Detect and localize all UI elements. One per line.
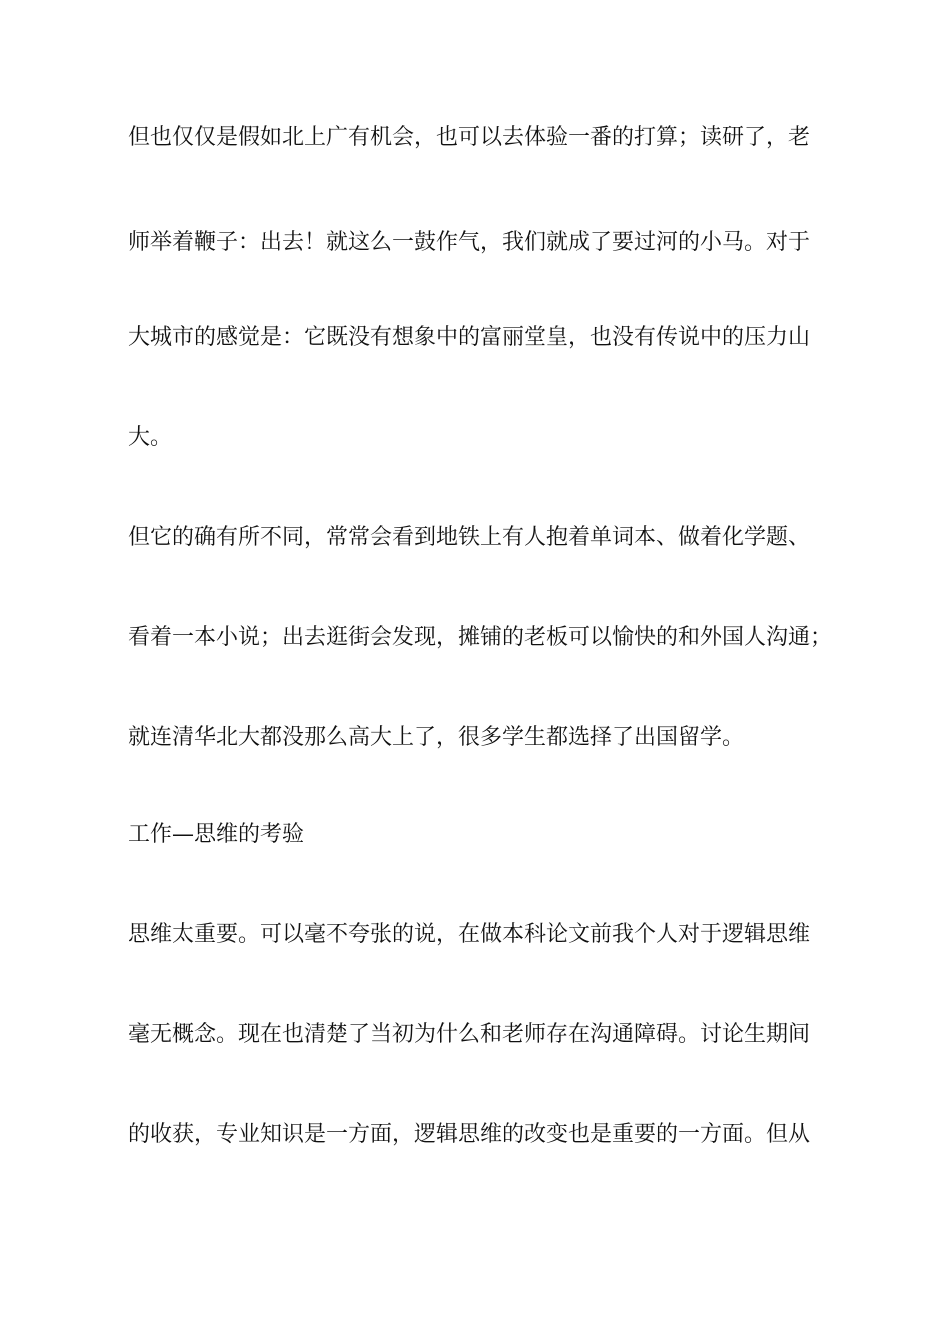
paragraph-line: 但也仅仅是假如北上广有机会，也可以去体验一番的打算；读研了，老 xyxy=(128,125,811,150)
paragraph-line: 的收获，专业知识是一方面，逻辑思维的改变也是重要的一方面。但从 xyxy=(128,1122,811,1147)
paragraph-line: 大。 xyxy=(128,425,173,450)
paragraph-line: 大城市的感觉是：它既没有想象中的富丽堂皇，也没有传说中的压力山 xyxy=(128,325,811,350)
paragraph-line: 看着一本小说；出去逛街会发现，摊铺的老板可以愉快的和外国人沟通； xyxy=(128,625,833,650)
paragraph-line: 思维太重要。可以毫不夸张的说，在做本科论文前我个人对于逻辑思维 xyxy=(128,922,811,947)
paragraph-line: 但它的确有所不同，常常会看到地铁上有人抱着单词本、做着化学题、 xyxy=(128,525,811,550)
paragraph-line: 毫无概念。现在也清楚了当初为什么和老师存在沟通障碍。讨论生期间 xyxy=(128,1022,811,1047)
section-heading: 工作—思维的考验 xyxy=(128,822,305,847)
paragraph-line: 师举着鞭子：出去！就这么一鼓作气，我们就成了要过河的小马。对于 xyxy=(128,230,811,255)
paragraph-line: 就连清华北大都没那么高大上了，很多学生都选择了出国留学。 xyxy=(128,725,745,750)
